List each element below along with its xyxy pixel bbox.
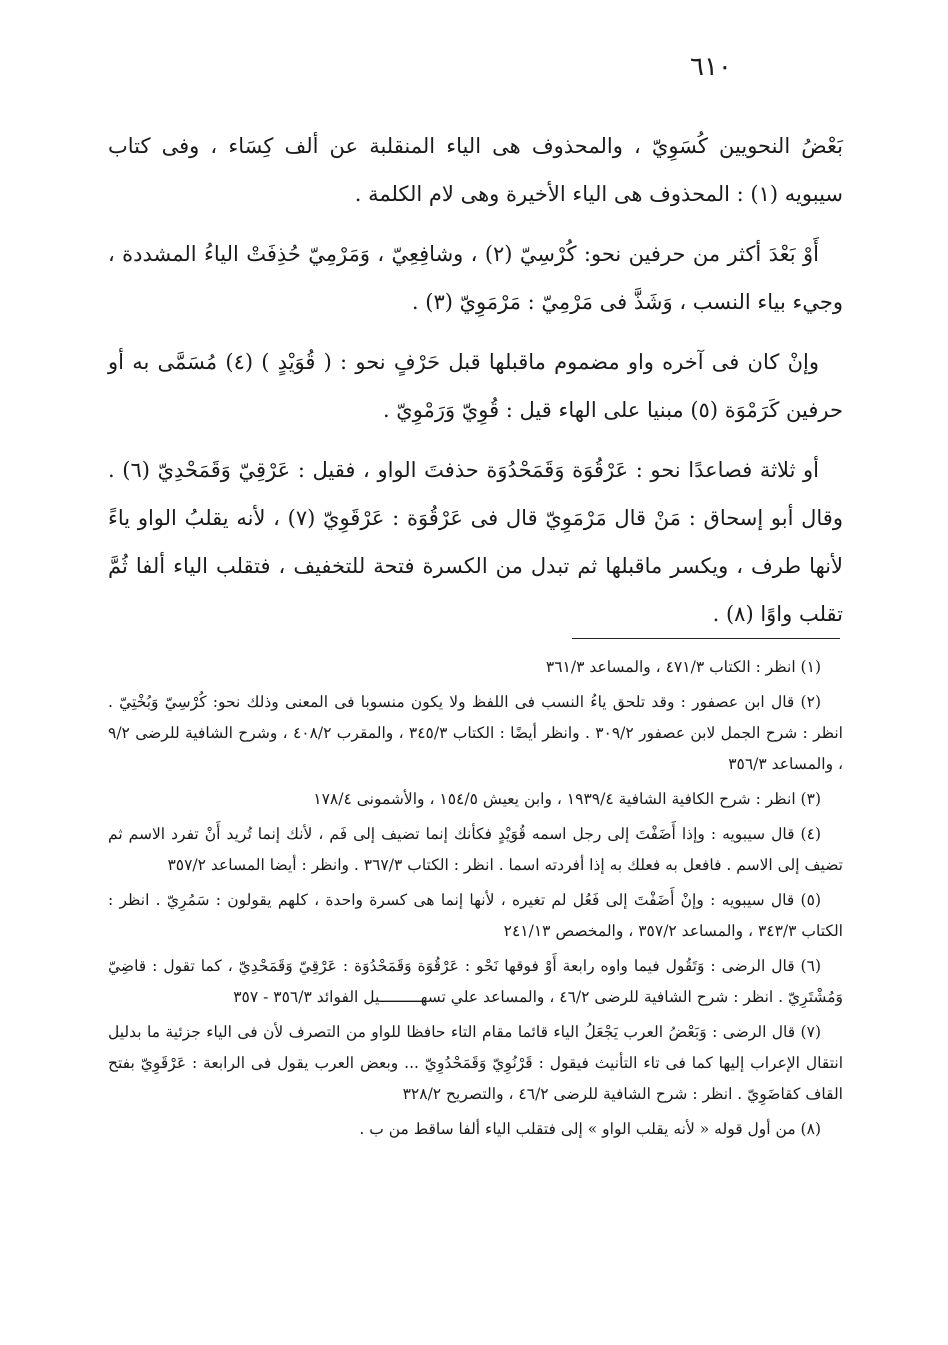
body-paragraph: أَوْ بَعْدَ أكثر من حرفين نحو: كُرْسِيّ (٢) ، وشافِعِيّ ، وَمَرْمِيّ حُذِفَتْ الياءُ المشددة ، وجيء بياء النسب ، وَشَذَّ فى مَرْمِيّ : مَرْمَوِيّ (٣) . <box>108 242 843 314</box>
footnote: (١) انظر : الكتاب ٤٧١/٣ ، والمساعد ٣٦١/٣ <box>545 658 821 676</box>
body-paragraph: أو ثلاثة فصاعدًا نحو : عَرْقُوَة وَقَمَحْدُوَة حذفتَ الواو ، فقيل : عَرْقِيّ وَقَمَحْدِيّ (٦) . وقال أبو إسحاق : مَنْ قال مَرْمَوِيّ قال فى عَرْقُوَة : عَرْقَوِيّ (٧) ، لأنه يقلبُ الواو ياءً لأنها طرف ، ويكسر ماقبلها ثم تبدل من الكسرة فتحة للتخفيف ، فتقلب الياء ألفا ثُمَّ تقلب واوًا (٨) . <box>108 458 843 626</box>
footnote: (٥) قال سيبويه : وإنْ أَضَفْتَ إلى فَعُل لم تغيره ، لأنها إنما هى كسرة واحدة ، كلهم يقولون : سَمُرِيّ . انظر : الكتاب ٣٤٣/٣ ، والمساعد ٣٥٧/٢ ، والمخصص ٢٤١/١٣ <box>108 891 843 940</box>
footnote: (٨) من أول قوله « لأنه يقلب الواو » إلى فتقلب الياء ألفا ساقط من ب . <box>359 1120 821 1138</box>
body-paragraph: وإنْ كان فى آخره واو مضموم ماقبلها قبل حَرْفٍ نحو : ( قُوَيْدٍ ) (٤) مُسَمَّى به أو حرفين كَرَمْوَة (٥) مبنيا على الهاء قيل : قُوِيّ وَرَمْوِيّ . <box>108 350 843 422</box>
footnotes <box>108 652 843 1149</box>
main-text <box>108 122 843 650</box>
page-number: ٦١٠ <box>690 52 732 82</box>
footnote: (٧) قال الرضى : وَبَعْضُ العرب يَجْعَلُ الياء قائما مقام التاء حافظا للواو من التصرف لأن فى الياء جزئية ما بدليل انتقال الإعراب إليها كما فى تاء التأنيث فيقول : قَرْنُوِيّ وَقَمَحْدُوِيّ ... وبعض العرب يقول فى الرابعة : عَرْقَوِيّ بفتح القاف كقاضَوِيّ . انظر : شرح الشافية للرضى ٤٦/٢ ، والتصريح ٣٢٨/٢ <box>108 1023 843 1103</box>
footnote: (٤) قال سيبويه : وإذا أَضَفْتَ إلى رجل اسمه قُوَيْدٍ فكأنك إنما تضيف إلى فَم ، لأنك إنما تُريد أَنْ تفرد الاسم ثم تضيف إلى الاسم . فافعل به فعلك به إذا أفردته اسما . انظر : الكتاب ٣٦٧/٣ . وانظر : أيضا المساعد ٣٥٧/٢ <box>108 825 843 874</box>
footnote: (٢) قال ابن عصفور : وقد تلحق ياءُ النسب فى اللفظ ولا يكون منسوبا فى المعنى وذلك نحو: كُرْسِيّ وَبُخْتِيّ . انظر : شرح الجمل لابن عصفور ٣٠٩/٢ . وانظر أيضًا : الكتاب ٣٤٥/٣ ، والمقرب ٤٠٨/٢ ، وشرح الشافية للرضى ٩/٢ ، والمساعد ٣٥٦/٣ <box>108 693 843 773</box>
footnote: (٣) انظر : شرح الكافية الشافية ١٩٣٩/٤ ، وابن يعيش ١٥٤/٥ ، والأشمونى ١٧٨/٤ <box>313 790 821 808</box>
footnote: (٦) قال الرضى : وَتَقُول فيما واوه رابعة أَوْ فوقها نَحْو : عَرْقُوَة وَقَمَحْدُوَة : عَرْقِيّ وَقَمَحْدِيّ ، كما تقول : قاضِيّ وَمُشْتَرِيّ . انظر : شرح الشافية للرضى ٤٦/٢ ، والمساعد علي تسهـــــــــيل الفوائد ٣٥٦/٣ - ٣٥٧ <box>108 957 843 1006</box>
body-paragraph: بَعْضُ النحويين كُسَوِيّ ، والمحذوف هى الياء المنقلبة عن ألف كِسَاء ، وفى كتاب سيبويه (١) : المحذوف هى الياء الأخيرة وهى لام الكلمة . <box>108 134 843 206</box>
footnote-divider <box>572 638 840 639</box>
